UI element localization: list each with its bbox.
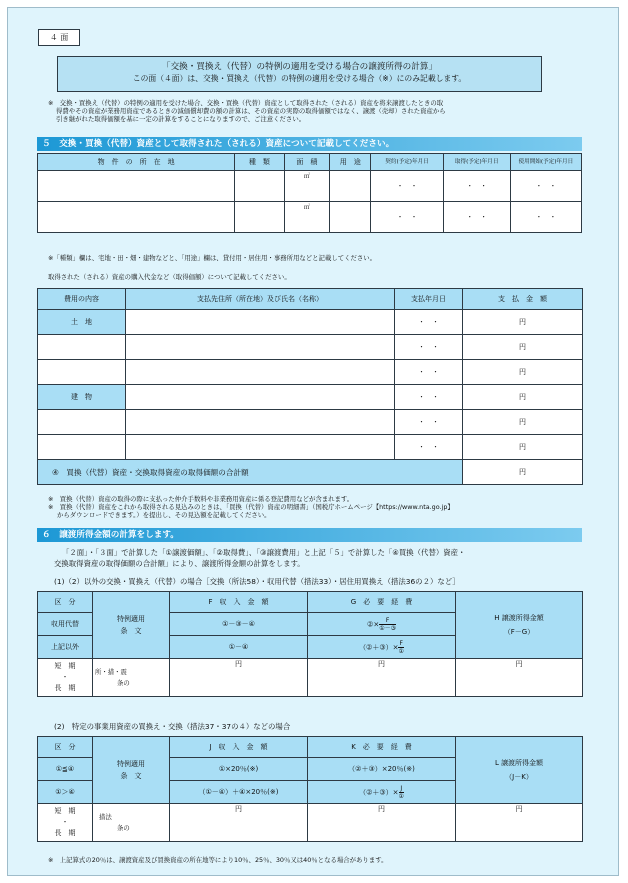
col-use-start-date: 使用開始(予定)年月日	[510, 154, 581, 171]
use-field-2[interactable]	[330, 202, 371, 233]
income-amount-field[interactable]: 円	[170, 659, 308, 697]
footer-note: ※ 上記算式の20％は、譲渡資産及び買換資産の所在地等により10％、25％、30％又は40％となる場合があります。	[48, 856, 388, 864]
page-title: 「交換・買換え（代替）の特例の適用を受ける場合の譲渡所得の計算」	[161, 62, 437, 72]
sec6-intro-1: 「２面」・「３面」で計算した「①譲渡価額」、「②取得費」、「③譲渡費用」と上記「５」で計算した「④買換（代替）資産・	[62, 548, 466, 557]
contract-date-2[interactable]: ・ ・	[371, 202, 443, 233]
area-field-1[interactable]: ㎡	[284, 171, 329, 202]
area-field-2[interactable]: ㎡	[284, 202, 329, 233]
col-expense: G 必 要 経 費	[308, 592, 456, 613]
type-field-2[interactable]	[235, 202, 285, 233]
use-start-date-1[interactable]: ・ ・	[510, 171, 581, 202]
pay-amount-field[interactable]: 円	[463, 435, 583, 460]
pay-amount-field[interactable]: 円	[463, 310, 583, 335]
col-category: 区 分	[38, 592, 93, 613]
pay-date-field[interactable]: ・ ・	[395, 335, 463, 360]
pay-amount-field[interactable]: 円	[463, 335, 583, 360]
pay-amount-field[interactable]: 円	[463, 385, 583, 410]
row-label-le: ①≦④	[38, 758, 93, 781]
col-category: 区 分	[38, 737, 93, 758]
payee-field[interactable]	[126, 360, 395, 385]
intro-note-1: ※ 交換・買換え（代替）の特例の適用を受けた場合、交換・買換（代替）資産として取得された（される）資産を将来譲渡したときの取	[48, 99, 444, 107]
term-label: 短 期 ・ 長 期	[38, 804, 93, 842]
col-special-provision: 特例適用 条 文	[93, 592, 170, 659]
page-label: ４ 面	[38, 29, 80, 46]
income-amount-field[interactable]: 円	[170, 804, 308, 842]
row-label-income-substitute: 収用代替	[38, 613, 93, 636]
sec5-note-2: 取得された（される）資産の購入代金など（取得価額）について記載してください。	[48, 273, 291, 281]
provision-field[interactable]: 措法 条の	[93, 804, 170, 842]
pay-amount-field[interactable]: 円	[463, 360, 583, 385]
transfer-income-field[interactable]: 円	[456, 804, 583, 842]
intro-note-2: 得費やその資産が業務用資産であるときの減価償却費の額の計算は、その資産の実際の取得価額ではなく、譲渡（売却）された資産から	[56, 107, 446, 115]
col-payee: 支払先住所（所在地）及び氏名（名称）	[126, 289, 395, 310]
row-label-gt: ①＞④	[38, 781, 93, 804]
intro-note-3: 引き継がれた取得価額を基に一定の計算をすることになりますので、ご注意ください。	[56, 115, 306, 123]
formula-f2: ①－④	[170, 636, 308, 659]
calc-table-2	[37, 736, 583, 842]
sub2-heading: (2) 特定の事業用資産の買換え・交換（措法37・37の４）などの場合	[54, 722, 291, 731]
col-location: 物 件 の 所 在 地	[38, 154, 235, 171]
acquire-date-2[interactable]: ・ ・	[443, 202, 510, 233]
cost-notes	[48, 495, 454, 519]
expense-amount-field[interactable]: 円	[308, 659, 456, 697]
col-cost-content: 費用の内容	[38, 289, 126, 310]
row-label-other: 上記以外	[38, 636, 93, 659]
term-label: 短 期 ・ 長 期	[38, 659, 93, 697]
col-transfer-income: L 譲渡所得金額 （J－K）	[456, 737, 583, 804]
col-income: J 収 入 金 額	[170, 737, 308, 758]
sub1-heading: (1)（2）以外の交換・買換え（代替）の場合［交換（所法58）・収用代替（措法33）・居住用買換え（措法36の２）など］	[54, 577, 460, 586]
formula-k1: （②＋③）×20％(※)	[308, 758, 456, 781]
col-income: F 収 入 金 額	[170, 592, 308, 613]
cost-table	[37, 288, 583, 485]
col-contract-date: 契約(予定)年月日	[371, 154, 443, 171]
formula-k2: （②＋③）× $\frac{J}{\text{①}}$	[308, 781, 456, 804]
col-special-provision: 特例適用 条 文	[93, 737, 170, 804]
col-expense: K 必 要 経 費	[308, 737, 456, 758]
pay-date-field[interactable]: ・ ・	[395, 360, 463, 385]
calc-table-1	[37, 591, 583, 697]
property-table	[37, 153, 582, 233]
location-field-1[interactable]	[38, 171, 235, 202]
provision-field[interactable]: 所・措・震 条の	[93, 659, 170, 697]
pay-date-field[interactable]: ・ ・	[395, 310, 463, 335]
formula-j1: ①×20％(※)	[170, 758, 308, 781]
cost-note-1: ※ 買換（代替）資産の取得の際に支払った仲介手数料や非業務用資産に係る登記費用などが含まれます。	[48, 495, 354, 503]
total-acquisition-amount[interactable]: 円	[463, 460, 583, 485]
col-acquire-date: 取得(予定)年月日	[443, 154, 510, 171]
cost-content-field[interactable]	[38, 360, 126, 385]
cost-note-2: ※ 買換（代替）資産をこれから取得される見込みのときは、「買換（代替）資産の明細書」（国税庁ホームページ【https://www.nta.go.jp】	[48, 503, 454, 511]
section-5-header: ５ 交換・買換（代替）資産として取得された（される）資産について記載してください。	[37, 137, 582, 151]
cost-content-field[interactable]	[38, 335, 126, 360]
pay-date-field[interactable]: ・ ・	[395, 385, 463, 410]
sec6-intro-2: 交換取得資産の取得価額の合計額」により、譲渡所得金額の計算をします。	[54, 559, 305, 568]
col-type: 種 類	[235, 154, 285, 171]
payee-field[interactable]	[126, 335, 395, 360]
expense-amount-field[interactable]: 円	[308, 804, 456, 842]
payee-field[interactable]	[126, 310, 395, 335]
use-field-1[interactable]	[330, 171, 371, 202]
col-transfer-income: H 譲渡所得金額 （F－G）	[456, 592, 583, 659]
payee-field[interactable]	[126, 385, 395, 410]
intro-notes	[48, 99, 446, 123]
pay-amount-field[interactable]: 円	[463, 410, 583, 435]
acquire-date-1[interactable]: ・ ・	[443, 171, 510, 202]
formula-f1: ①－③－④	[170, 613, 308, 636]
payee-field[interactable]	[126, 410, 395, 435]
header-box	[57, 56, 542, 92]
sec6-intro	[54, 547, 466, 569]
transfer-income-field[interactable]: 円	[456, 659, 583, 697]
formula-g2: （②＋③）× $\frac{F}{\text{①}}$	[308, 636, 456, 659]
col-pay-amount: 支 払 金 額	[463, 289, 583, 310]
section-6-header: ６ 譲渡所得金額の計算をします。	[37, 528, 582, 542]
cost-note-3: からダウンロードできます。）を提出し、その見込額を記載してください。	[57, 511, 271, 519]
row-label-land: 土 地	[38, 310, 126, 335]
pay-date-field[interactable]: ・ ・	[395, 435, 463, 460]
total-acquisition-label: ④ 買換（代替）資産・交換取得資産の取得価額の合計額	[38, 460, 463, 485]
cost-content-field[interactable]	[38, 410, 126, 435]
formula-g1: ②× $\frac{F}{\text{①－③}}$	[308, 613, 456, 636]
cost-content-field[interactable]	[38, 435, 126, 460]
sec5-note-1: ※「種類」欄は、宅地・田・畑・建物などと、「用途」欄は、貸付用・居住用・事務所用などと記載してください。	[48, 254, 377, 262]
col-use: 用 途	[330, 154, 371, 171]
page-subtitle: この面（４面）は、交換・買換え（代替）の特例の適用を受ける場合（※）にのみ記載します。	[132, 74, 467, 83]
use-start-date-2[interactable]: ・ ・	[510, 202, 581, 233]
payee-field[interactable]	[126, 435, 395, 460]
pay-date-field[interactable]: ・ ・	[395, 410, 463, 435]
formula-j2: （①－④）＋④×20％(※)	[170, 781, 308, 804]
col-area: 面 積	[284, 154, 329, 171]
location-field-2[interactable]	[38, 202, 235, 233]
form-page	[7, 7, 619, 876]
col-pay-date: 支払年月日	[395, 289, 463, 310]
type-field-1[interactable]	[235, 171, 285, 202]
contract-date-1[interactable]: ・ ・	[371, 171, 443, 202]
row-label-building: 建 物	[38, 385, 126, 410]
